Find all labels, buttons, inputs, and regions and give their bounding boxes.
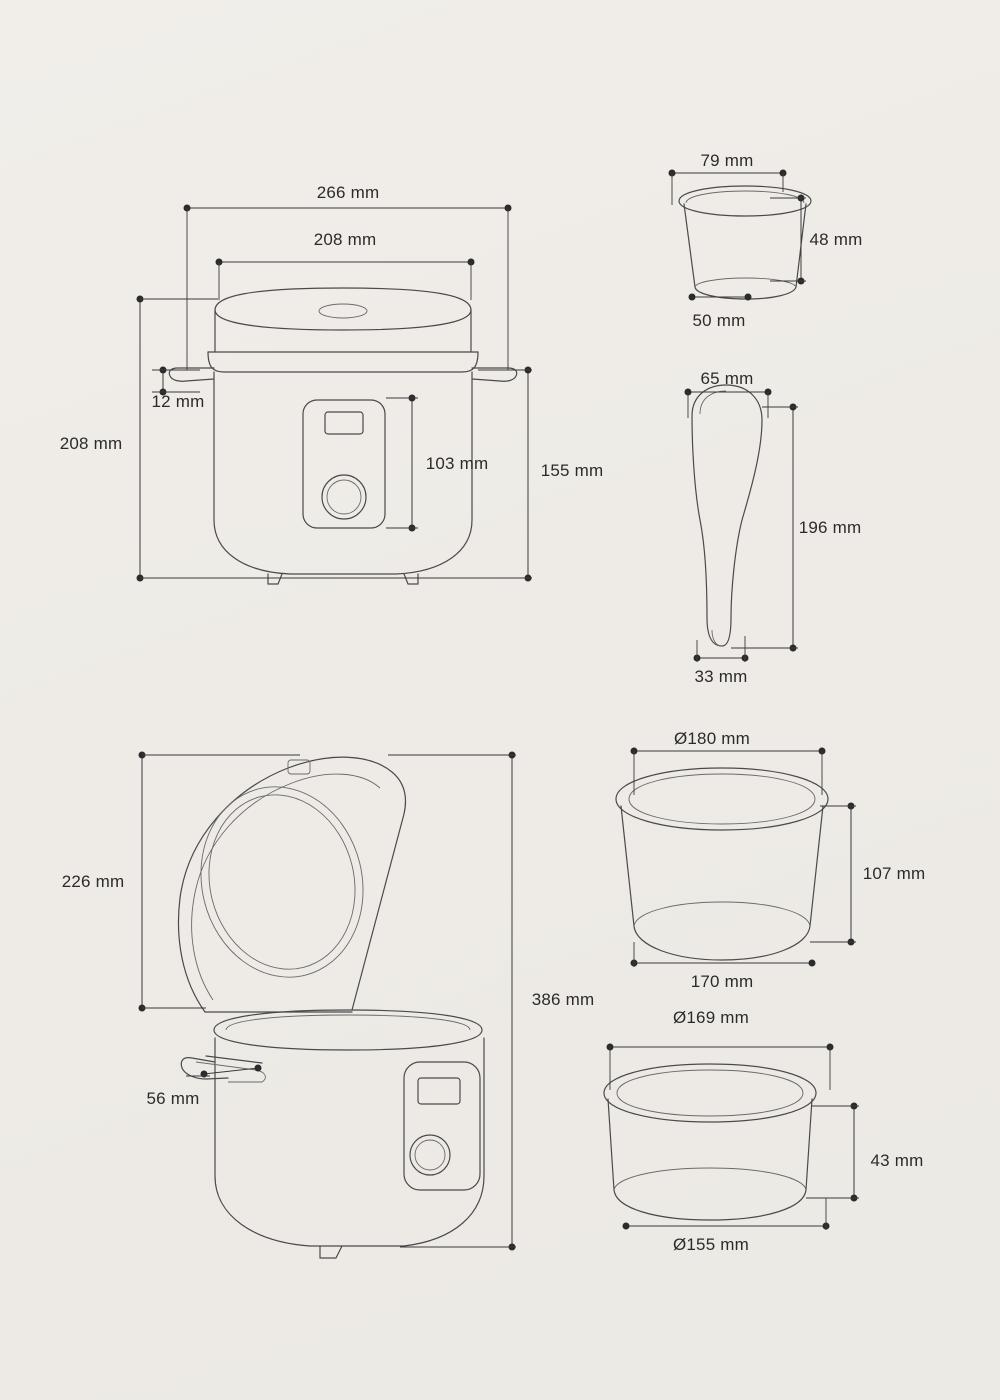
dimension-label-front-height-total: 208 mm bbox=[59, 434, 123, 453]
dimension-label-paddle-width: 65 mm bbox=[700, 369, 754, 388]
rice-paddle-geometry bbox=[692, 385, 762, 646]
dimension-label-total-open-height: 386 mm bbox=[531, 990, 595, 1009]
dimension-label-cup-bottom-diameter: 50 mm bbox=[692, 311, 746, 330]
dimension-label-tray-height: 43 mm bbox=[870, 1151, 924, 1170]
inner-pot-dimension-lines bbox=[631, 748, 857, 968]
dimension-label-lid-open-height: 226 mm bbox=[61, 872, 125, 891]
dimension-label-front-panel-height: 103 mm bbox=[425, 454, 489, 473]
dimension-label-pot-height: 107 mm bbox=[862, 864, 926, 883]
side-view-dimension-lines bbox=[139, 752, 517, 1251]
dimension-label-tray-top-diameter: Ø169 mm bbox=[672, 1008, 750, 1027]
dimension-label-front-body-height: 155 mm bbox=[540, 461, 604, 480]
dimension-label-pot-bottom-diameter: 170 mm bbox=[690, 972, 754, 991]
front-view-closed-geometry bbox=[169, 288, 516, 584]
steamer-tray-geometry bbox=[604, 1064, 816, 1220]
dimension-label-front-width-body: 208 mm bbox=[313, 230, 377, 249]
dimension-label-tray-bottom-diameter: Ø155 mm bbox=[672, 1235, 750, 1254]
dimension-label-paddle-handle-width: 33 mm bbox=[694, 667, 748, 686]
side-view-open-geometry bbox=[178, 757, 484, 1258]
measuring-cup-geometry bbox=[679, 186, 811, 299]
dimension-label-cup-height: 48 mm bbox=[809, 230, 863, 249]
dimension-label-pot-top-diameter: Ø180 mm bbox=[673, 729, 751, 748]
steamer-tray-dimension-lines bbox=[607, 1044, 860, 1231]
dimension-label-cup-top-diameter: 79 mm bbox=[700, 151, 754, 170]
dimension-label-front-width-outer: 266 mm bbox=[316, 183, 380, 202]
dimension-label-front-handle-height: 12 mm bbox=[151, 392, 205, 411]
dimension-label-handle-depth: 56 mm bbox=[146, 1089, 200, 1108]
dimension-label-paddle-length: 196 mm bbox=[798, 518, 862, 537]
inner-pot-geometry bbox=[616, 768, 828, 960]
